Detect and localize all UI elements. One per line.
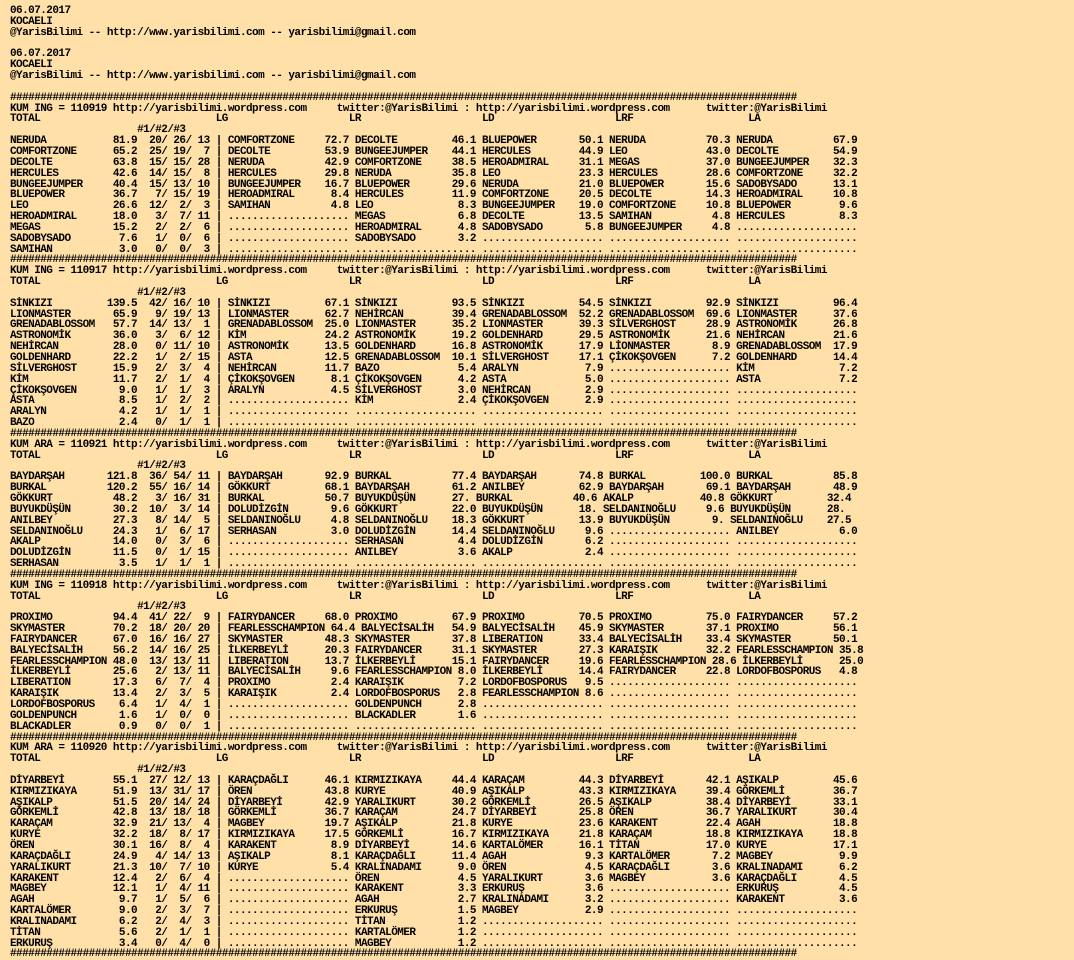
table-row: GÖRKEMLİ 42.8 13/ 18/ 18 | GÖRKEMLİ 36.7 KARAÇAM 24.7 DİYARBEYİ 25.8 ÖREN 36.7 YARALIKURT 30.4 <box>10 807 858 820</box>
table-row: AGAH 9.7 1/ 5/ 6 | .................... AGAH 2.7 KRALINADAMI 3.2 .................... KARAKENT 3.6 <box>10 894 858 907</box>
table-row: AKALP 14.0 0/ 3/ 6 | .................... SERHASAN 4.4 DOLUDİZGİN 6.2 .................... .................... <box>10 536 858 549</box>
table-row: HERCULES 42.6 14/ 15/ 8 | HERCULES 29.8 NERUDA 35.8 LEO 23.3 HERCULES 28.6 COMFORTZONE 32.2 <box>10 167 858 180</box>
table-row: COMFORTZONE 65.2 25/ 19/ 7 | DECOLTE 53.9 BUNGEEJUMPER 44.1 HERCULES 44.9 LEO 43.0 DECOLTE 54.9 <box>10 145 858 158</box>
table-row: KRALINADAMI 6.2 2/ 4/ 3 | .................... TİTAN 1.2 .................... .................... .................... <box>10 915 858 928</box>
header-line: @YarisBilimi -- http://www.yarisbilimi.com -- yarisbilimi@gmail.com <box>10 26 416 39</box>
column-header: TOTAL LG LR LD LRF LA <box>10 753 761 766</box>
table-row: YARALIKURT 21.3 10/ 7/ 10 | KURYE 5.4 KRALINADAMI 9.0 ÖREN 4.5 KARAÇDAĞLI 3.6 KRALINADAMI 6.2 <box>10 861 858 874</box>
separator-line: ################################################################################################################################## <box>10 731 797 744</box>
table-row: TİTAN 5.6 2/ 1/ 1 | .................... KARTALÖMER 1.2 .................... .................... .................... <box>10 926 858 939</box>
table-row: ERKURUŞ 3.4 0/ 4/ 0 | .................... MAGBEY 1.2 .................... .................... .................... <box>10 937 858 950</box>
separator-line: ################################################################################################################################## <box>10 254 797 267</box>
table-row: ARALYN 4.2 1/ 1/ 1 | .................... .................... .................... .................... .................... <box>10 406 858 419</box>
column-subheader: #1/#2/#3 <box>10 286 186 299</box>
column-header: TOTAL LG LR LD LRF LA <box>10 276 761 289</box>
race-title: KUM ING = 110918 http://yarisbilimi.wordpress.com twitter:@YarisBilimi : http://yarisbilimi.wordpress.com twitter:@YarisBilimi <box>10 579 827 592</box>
table-row: DECOLTE 63.8 15/ 15/ 28 | NERUDA 42.9 COMFORTZONE 38.5 HEROADMIRAL 31.1 MEGAS 37.0 BUNGEEJUMPER 32.3 <box>10 156 858 169</box>
header-line: 06.07.2017 <box>10 5 71 17</box>
table-row: DİYARBEYİ 55.1 27/ 12/ 13 | KARAÇDAĞLI 46.1 KIRMIZIKAYA 44.4 KARAÇAM 44.3 DİYARBEYİ 42.1 AŞIKALP 45.6 <box>10 774 858 787</box>
table-row: SAMIHAN 3.0 0/ 0/ 3 | .................... .................... .................... .................... .................... <box>10 243 858 256</box>
column-subheader: #1/#2/#3 <box>10 460 186 473</box>
table-row: AŞIKALP 51.5 20/ 14/ 24 | DİYARBEYİ 42.9 YARALIKURT 30.2 GÖRKEMLİ 26.5 AŞIKALP 38.4 DİYARBEYİ 33.1 <box>10 796 858 809</box>
column-header: TOTAL LG LR LD LRF LA <box>10 449 761 462</box>
table-row: SİLVERGHOST 15.9 2/ 3/ 4 | NEHİRCAN 11.7 BAZO 5.4 ARALYN 7.9 .................... KİM 7.2 <box>10 362 858 375</box>
table-row: DOLUDİZGİN 11.5 0/ 1/ 15 | .................... ANILBEY 3.6 AKALP 2.4 .................... .................... <box>10 547 858 560</box>
table-row: SERHASAN 3.5 1/ 1/ 1 | .................... .................... .................... .................... .................... <box>10 558 858 571</box>
header-line: KOCAELI <box>10 15 53 28</box>
separator-line: ################################################################################################################################## <box>10 427 797 440</box>
table-row: BLUEPOWER 36.7 7/ 15/ 19 | HEROADMIRAL 8.4 HERCULES 11.9 COMFORTZONE 20.5 DECOLTE 14.3 HEROADMIRAL 10.8 <box>10 189 858 202</box>
header-line: 06.07.2017 <box>10 48 71 61</box>
race-title: KUM ARA = 110920 http://yarisbilimi.wordpress.com twitter:@YarisBilimi : http://yarisbilimi.wordpress.com twitter:@YarisBilimi <box>10 742 827 755</box>
table-row: BAYDARŞAH 121.8 36/ 54/ 11 | BAYDARŞAH 92.9 BURKAL 77.4 BAYDARŞAH 74.8 BURKAL 100.0 BURKAL 85.8 <box>10 471 858 484</box>
table-row: MEGAS 15.2 2/ 2/ 6 | .................... HEROADMIRAL 4.8 SADOBYSADO 5.8 BUNGEEJUMPER 4.8 .................... <box>10 221 858 234</box>
table-row: KİM 11.7 2/ 1/ 4 | ÇİKOKŞOVGEN 8.1 ÇİKOKŞOVGEN 4.2 ASTA 5.0 .................... ASTA 7.2 <box>10 373 858 386</box>
table-row: MAGBEY 12.1 1/ 4/ 11 | .................... KARAKENT 3.3 ERKURUŞ 3.6 .................... ERKURUŞ 4.5 <box>10 883 858 896</box>
table-row: KARAÇDAĞLI 24.9 4/ 14/ 13 | AŞIKALP 8.1 KARAÇDAĞLI 11.4 AGAH 9.3 KARTALÖMER 7.2 MAGBEY 9.9 <box>10 850 858 863</box>
table-row: BUNGEEJUMPER 40.4 15/ 13/ 10 | BUNGEEJUMPER 16.7 BLUEPOWER 29.6 NERUDA 21.0 BLUEPOWER 15.6 SADOBYSADO 13.1 <box>10 178 858 191</box>
table-row: FEARLESSCHAMPION 48.0 13/ 13/ 11 | LIBERATION 13.7 İLKERBEYLİ 15.1 FAIRYDANCER 19.6 FEARLESSCHAMPION 28.6 İLKERBEYLİ 25.0 <box>10 655 864 668</box>
column-header: TOTAL LG LR LD LRF LA <box>10 590 761 603</box>
table-row: BURKAL 120.2 55/ 16/ 14 | GÖKKURT 68.1 BAYDARŞAH 61.2 ANILBEY 62.9 BAYDARŞAH 69.1 BAYDARŞAH 48.9 <box>10 482 858 495</box>
separator-line: ################################################################################################################################## <box>10 568 797 581</box>
table-row: ÖREN 30.1 16/ 8/ 4 | KARAKENT 8.9 DİYARBEYİ 14.6 KARTALÖMER 16.1 TİTAN 17.0 KURYE 17.1 <box>10 839 858 852</box>
table-row: BUYUKDÜŞÜN 30.2 10/ 3/ 14 | DOLUDİZGİN 9.6 GÖKKURT 22.0 BUYUKDÜŞÜN 18. SELDANINOĞLU 9.6 BUYUKDÜŞÜN 28. <box>10 503 846 516</box>
table-row: PROXIMO 94.4 41/ 22/ 9 | FAIRYDANCER 68.0 PROXIMO 67.9 PROXIMO 70.5 PROXIMO 75.0 FAIRYDANCER 57.2 <box>10 612 858 625</box>
table-row: SADOBYSADO 7.6 1/ 0/ 6 | .................... SADOBYSADO 3.2 .................... .................... .................... <box>10 232 858 245</box>
table-row: İLKERBEYLİ 25.6 2/ 13/ 11 | BALYECİSALİH 9.6 FEARLESSCHAMPION 8.0 İLKERBEYLİ 14.4 FAIRYDANCER 22.8 LORDOFBOSPORUS 4.8 <box>10 666 858 679</box>
table-row: LIONMASTER 65.9 9/ 19/ 13 | LIONMASTER 62.7 NEHİRCAN 39.4 GRENADABLOSSOM 52.2 GRENADABLOSSOM 69.6 LIONMASTER 37.6 <box>10 308 858 321</box>
table-row: NEHİRCAN 28.0 0/ 11/ 10 | ASTRONOMİK 13.5 GOLDENHARD 16.8 ASTRONOMİK 17.9 LİONMASTER 8.9 GRENADABLOSSOM 17.9 <box>10 341 858 354</box>
table-row: BLACKADLER 0.9 0/ 0/ 1 | .................... .................... .................... .................... .................... <box>10 720 858 733</box>
table-row: ÇİKOKŞOVGEN 9.0 1/ 1/ 3 | ARALYN 4.5 SİLVERGHOST 3.0 NEHİRCAN 2.9 .................... .................... <box>10 384 858 397</box>
column-subheader: #1/#2/#3 <box>10 124 186 137</box>
table-row: BALYECİSALİH 56.2 14/ 16/ 25 | İLKERBEYLİ 20.3 FAIRYDANCER 31.1 SKYMASTER 27.3 KARAIŞIK 32.2 FEARLESSCHAMPION 35.8 <box>10 644 864 657</box>
table-row: KURYE 32.2 18/ 8/ 17 | KIRMIZIKAYA 17.5 GÖRKEMLİ 16.7 KIRMIZIKAYA 21.8 KARAÇAM 18.8 KIRMIZIKAYA 18.8 <box>10 829 858 842</box>
race-title: KUM ING = 110919 http://yarisbilimi.wordpress.com twitter:@YarisBilimi : http://yarisbilimi.wordpress.com twitter:@YarisBilimi <box>10 102 827 115</box>
table-row: SİNKIZI 139.5 42/ 16/ 10 | SİNKIZI 67.1 SİNKIZI 93.5 SİNKIZI 54.5 SİNKIZI 92.9 SİNKIZI 96.4 <box>10 297 858 310</box>
table-row: GOLDENPUNCH 1.6 1/ 0/ 0 | .................... BLACKADLER 1.6 .................... .................... .................... <box>10 709 858 722</box>
table-row: ANILBEY 27.3 8/ 14/ 5 | SELDANINOĞLU 4.8 SELDANINOĞLU 18.3 GÖKKURT 13.9 BUYUKDÜŞÜN 9. SELDANINOĞLU 27.5 <box>10 514 852 527</box>
separator-line: ################################################################################################################################## <box>10 91 797 104</box>
table-row: LORDOFBOSPORUS 6.4 1/ 4/ 1 | .................... GOLDENPUNCH 2.8 .................... .................... .................... <box>10 699 858 711</box>
table-row: KARAKENT 12.4 2/ 6/ 4 | .................... ÖREN 4.5 YARALIKURT 3.6 MAGBEY 3.6 KARAÇDAĞLI 4.5 <box>10 872 858 885</box>
race-title: KUM ING = 110917 http://yarisbilimi.wordpress.com twitter:@YarisBilimi : http://yarisbilimi.wordpress.com twitter:@YarisBilimi <box>10 265 827 278</box>
blank-line <box>10 39 1074 50</box>
table-row: ASTA 8.5 1/ 2/ 2 | .................... KİM 2.4 ÇİKOKŞOVGEN 2.9 .................... .................... <box>10 395 858 408</box>
table-row: GOLDENHARD 22.2 1/ 2/ 15 | ASTA 12.5 GRENADABLOSSOM 10.1 SİLVERGHOST 17.1 ÇİKOKŞOVGEN 7.2 GOLDENHARD 14.4 <box>10 352 858 364</box>
column-subheader: #1/#2/#3 <box>10 601 186 614</box>
table-row: FAIRYDANCER 67.0 16/ 16/ 27 | SKYMASTER 48.3 SKYMASTER 37.8 LIBERATION 33.4 BALYECİSALİH 33.4 SKYMASTER 50.1 <box>10 633 858 646</box>
table-row: KIRMIZIKAYA 51.9 13/ 31/ 17 | ÖREN 43.8 KURYE 40.9 AŞIKALP 43.3 KIRMIZIKAYA 39.4 GÖRKEMLİ 36.7 <box>10 785 858 798</box>
table-row: SKYMASTER 70.2 18/ 20/ 20 | FEARLESSCHAMPION 64.4 BALYECİSALİH 54.9 BALYECİSALİH 45.9 SKYMASTER 37.1 PROXIMO 56.1 <box>10 623 858 636</box>
race-title: KUM ARA = 110921 http://yarisbilimi.wordpress.com twitter:@YarisBilimi : http://yarisbilimi.wordpress.com twitter:@YarisBilimi <box>10 438 827 451</box>
separator-line: ################################################################################################################################## <box>10 948 797 960</box>
table-row: KARTALÖMER 9.0 2/ 3/ 7 | .................... ERKURUŞ 1.5 MAGBEY 2.9 .................... .................... <box>10 905 858 918</box>
table-row: GÖKKURT 48.2 3/ 16/ 31 | BURKAL 50.7 BUYUKDÜŞÜN 27. BURKAL 40.6 AKALP 40.8 GÖKKURT 32.4 <box>10 492 852 505</box>
table-row: GRENADABLOSSOM 57.7 14/ 13/ 1 | GRENADABLOSSOM 25.0 LIONMASTER 35.2 LIONMASTER 39.3 SİLVERGHOST 28.9 ASTRONOMİK 26.8 <box>10 319 858 332</box>
header-line: KOCAELI <box>10 59 53 72</box>
table-row: KARAÇAM 32.9 21/ 13/ 4 | MAGBEY 19.7 AŞIKALP 21.8 KURYE 23.6 KARAKENT 22.4 AGAH 18.8 <box>10 818 858 831</box>
column-subheader: #1/#2/#3 <box>10 764 186 777</box>
table-row: SELDANINOĞLU 24.3 1/ 6/ 17 | SERHASAN 3.0 DOLUDİZGİN 14.4 SELDANINOĞLU 9.6 .................... ANILBEY 6.0 <box>10 525 858 538</box>
table-row: KARAIŞIK 13.4 2/ 3/ 5 | KARAIŞIK 2.4 LORDOFBOSPORUS 2.8 FEARLESSCHAMPION 8.6 .................... .................... <box>10 688 858 701</box>
table-row: LIBERATION 17.3 6/ 7/ 4 | PROXIMO 2.4 KARAIŞIK 7.2 LORDOFBOSPORUS 9.5 .................... .................... <box>10 677 858 690</box>
table-row: LEO 26.6 12/ 2/ 3 | SAMIHAN 4.8 LEO 8.3 BUNGEEJUMPER 19.0 COMFORTZONE 10.8 BLUEPOWER 9.6 <box>10 200 858 213</box>
table-row: BAZO 2.4 0/ 1/ 1 | .................... .................... .................... .................... .................... <box>10 417 858 430</box>
table-row: HEROADMIRAL 18.0 3/ 7/ 11 | .................... MEGAS 6.8 DECOLTE 13.5 SAMIHAN 4.8 HERCULES 8.3 <box>10 211 858 224</box>
table-row: NERUDA 81.9 20/ 26/ 13 | COMFORTZONE 72.7 DECOLTE 46.1 BLUEPOWER 50.1 NERUDA 70.3 NERUDA 67.9 <box>10 135 858 148</box>
column-header: TOTAL LG LR LD LRF LA <box>10 113 761 126</box>
table-row: ASTRONOMİK 36.0 3/ 6/ 12 | KİM 24.2 ASTRONOMİK 19.2 GOLDENHARD 29.5 ASTRONOMİK 21.6 NEHİRCAN 21.6 <box>10 330 858 343</box>
header-line: @YarisBilimi -- http://www.yarisbilimi.com -- yarisbilimi@gmail.com <box>10 70 416 83</box>
